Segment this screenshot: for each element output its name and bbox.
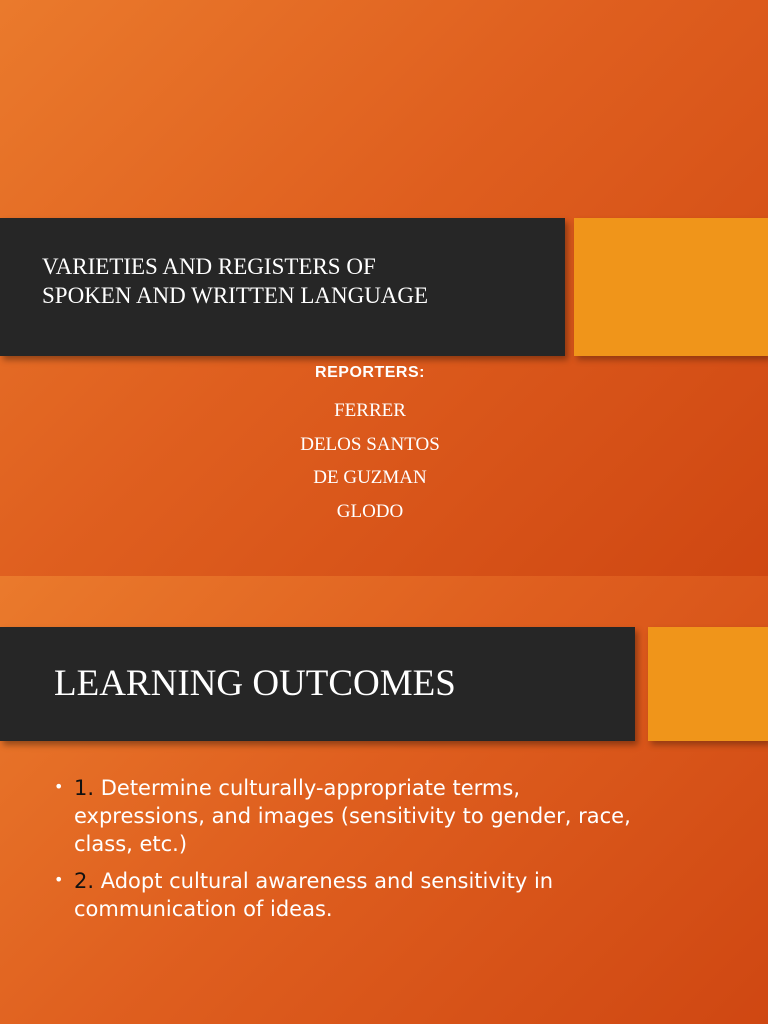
outcome-number: 1. — [74, 776, 95, 800]
accent-block — [574, 218, 768, 356]
outcome-text: Adopt cultural awareness and sensitivity in communication of ideas. — [74, 869, 554, 921]
reporters-section — [0, 362, 740, 528]
presentation-title — [42, 252, 552, 310]
reporter-name: DELOS SANTOS — [300, 433, 440, 455]
title-line: VARIETIES AND REGISTERS OF — [42, 254, 376, 279]
bullet-icon: • — [54, 870, 64, 889]
outcome-item — [54, 867, 644, 923]
outcome-number: 2. — [74, 869, 95, 893]
outcomes-list — [54, 774, 644, 932]
reporters-label: REPORTERS: — [315, 364, 425, 381]
reporter-name: DE GUZMAN — [313, 467, 427, 488]
bullet-icon: • — [54, 777, 64, 796]
reporter-name: GLODO — [336, 500, 404, 522]
reporter-name: FERRER — [334, 400, 406, 421]
outcome-item — [54, 774, 644, 858]
slide-title: LEARNING OUTCOMES — [54, 663, 456, 704]
learning-outcomes-slide — [0, 576, 768, 1024]
outcome-text: Determine culturally-appropriate terms, expressions, and images (sensitivity to gender, race, class, etc.) — [74, 776, 631, 856]
title-line: SPOKEN AND WRITTEN LANGUAGE — [42, 283, 429, 308]
accent-block — [648, 627, 768, 741]
reporters-list — [0, 394, 740, 528]
